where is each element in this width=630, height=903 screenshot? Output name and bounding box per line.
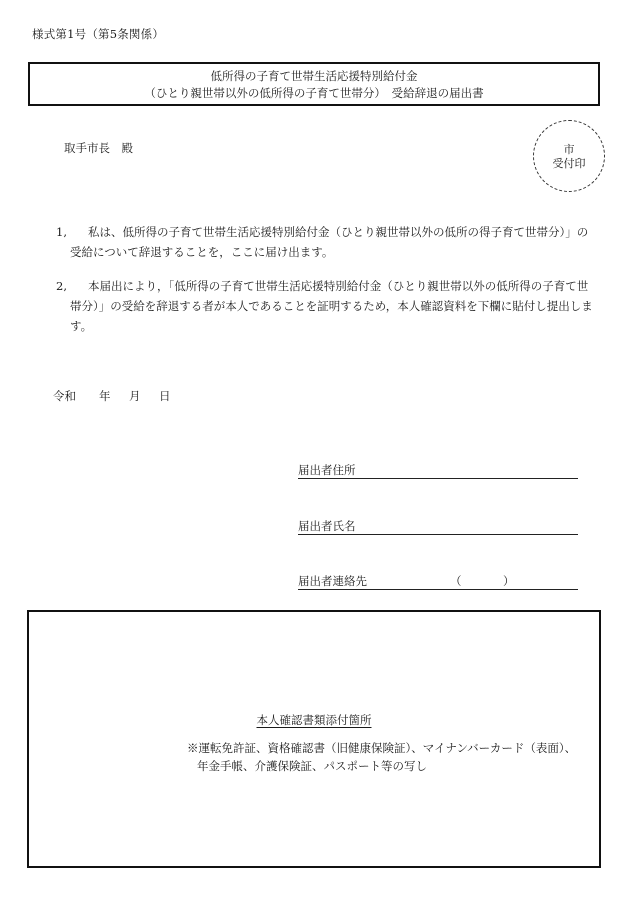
date-day-label: 日 (159, 389, 171, 403)
id-attachment-note (187, 739, 576, 775)
date-era: 令和 (53, 389, 76, 403)
applicant-name-field[interactable] (298, 518, 578, 535)
paragraph-text: 本届出により，「低所得の子育て世帯生活応援特別給付金（ひとり親世帯以外の低所得の子育て世帯分）」の受給を辞退する者が本人であることを証明するため，本人確認資料を下欄に貼付し提出します。 (70, 279, 593, 333)
applicant-contact-field[interactable] (298, 573, 578, 590)
id-attachment-title-text: 本人確認書類添付箇所 (256, 713, 372, 727)
paragraph-1 (56, 222, 596, 262)
addressee: 取手市長 殿 (64, 141, 133, 155)
date-year-label: 年 (99, 389, 111, 403)
id-note-line-2: 年金手帳、介護保険証、パスポート等の写し (197, 759, 427, 773)
id-note-line-1: ※運転免許証、資格確認書（旧健康保険証）、マイナンバーカード（表面）、 (187, 741, 577, 755)
paragraph-number: 2, (56, 279, 67, 293)
document-title-line-2: （ひとり親世帯以外の低所得の子育て世帯分） 受給辞退の届出書 (144, 86, 484, 100)
phone-paren-close: ） (503, 574, 515, 588)
reception-stamp-area (533, 120, 605, 192)
form-number: 様式第1号（第5条関係） (32, 27, 165, 41)
applicant-address-field[interactable] (298, 462, 578, 479)
paragraph-text: 私は、低所得の子育て世帯生活応援特別給付金（ひとり親世帯以外の低所の得子育て世帯分）」の受給について辞退することを，ここに届け出ます。 (70, 225, 589, 259)
phone-paren-open: （ (450, 574, 462, 588)
paragraph-number: 1, (56, 225, 67, 239)
document-title-line-1: 低所得の子育て世帯生活応援特別給付金 (210, 69, 418, 83)
stamp-label-reception: 受付印 (552, 157, 586, 170)
paragraph-2 (56, 276, 596, 336)
id-document-attachment-box[interactable] (27, 610, 601, 868)
stamp-label-city: 市 (563, 143, 575, 156)
date-line[interactable] (53, 388, 171, 404)
id-attachment-title (29, 712, 599, 728)
date-month-label: 月 (129, 389, 141, 403)
applicant-address-label: 届出者住所 (298, 463, 356, 477)
document-title-box (28, 62, 600, 106)
applicant-name-label: 届出者氏名 (298, 519, 356, 533)
applicant-contact-label: 届出者連絡先 (298, 574, 367, 588)
